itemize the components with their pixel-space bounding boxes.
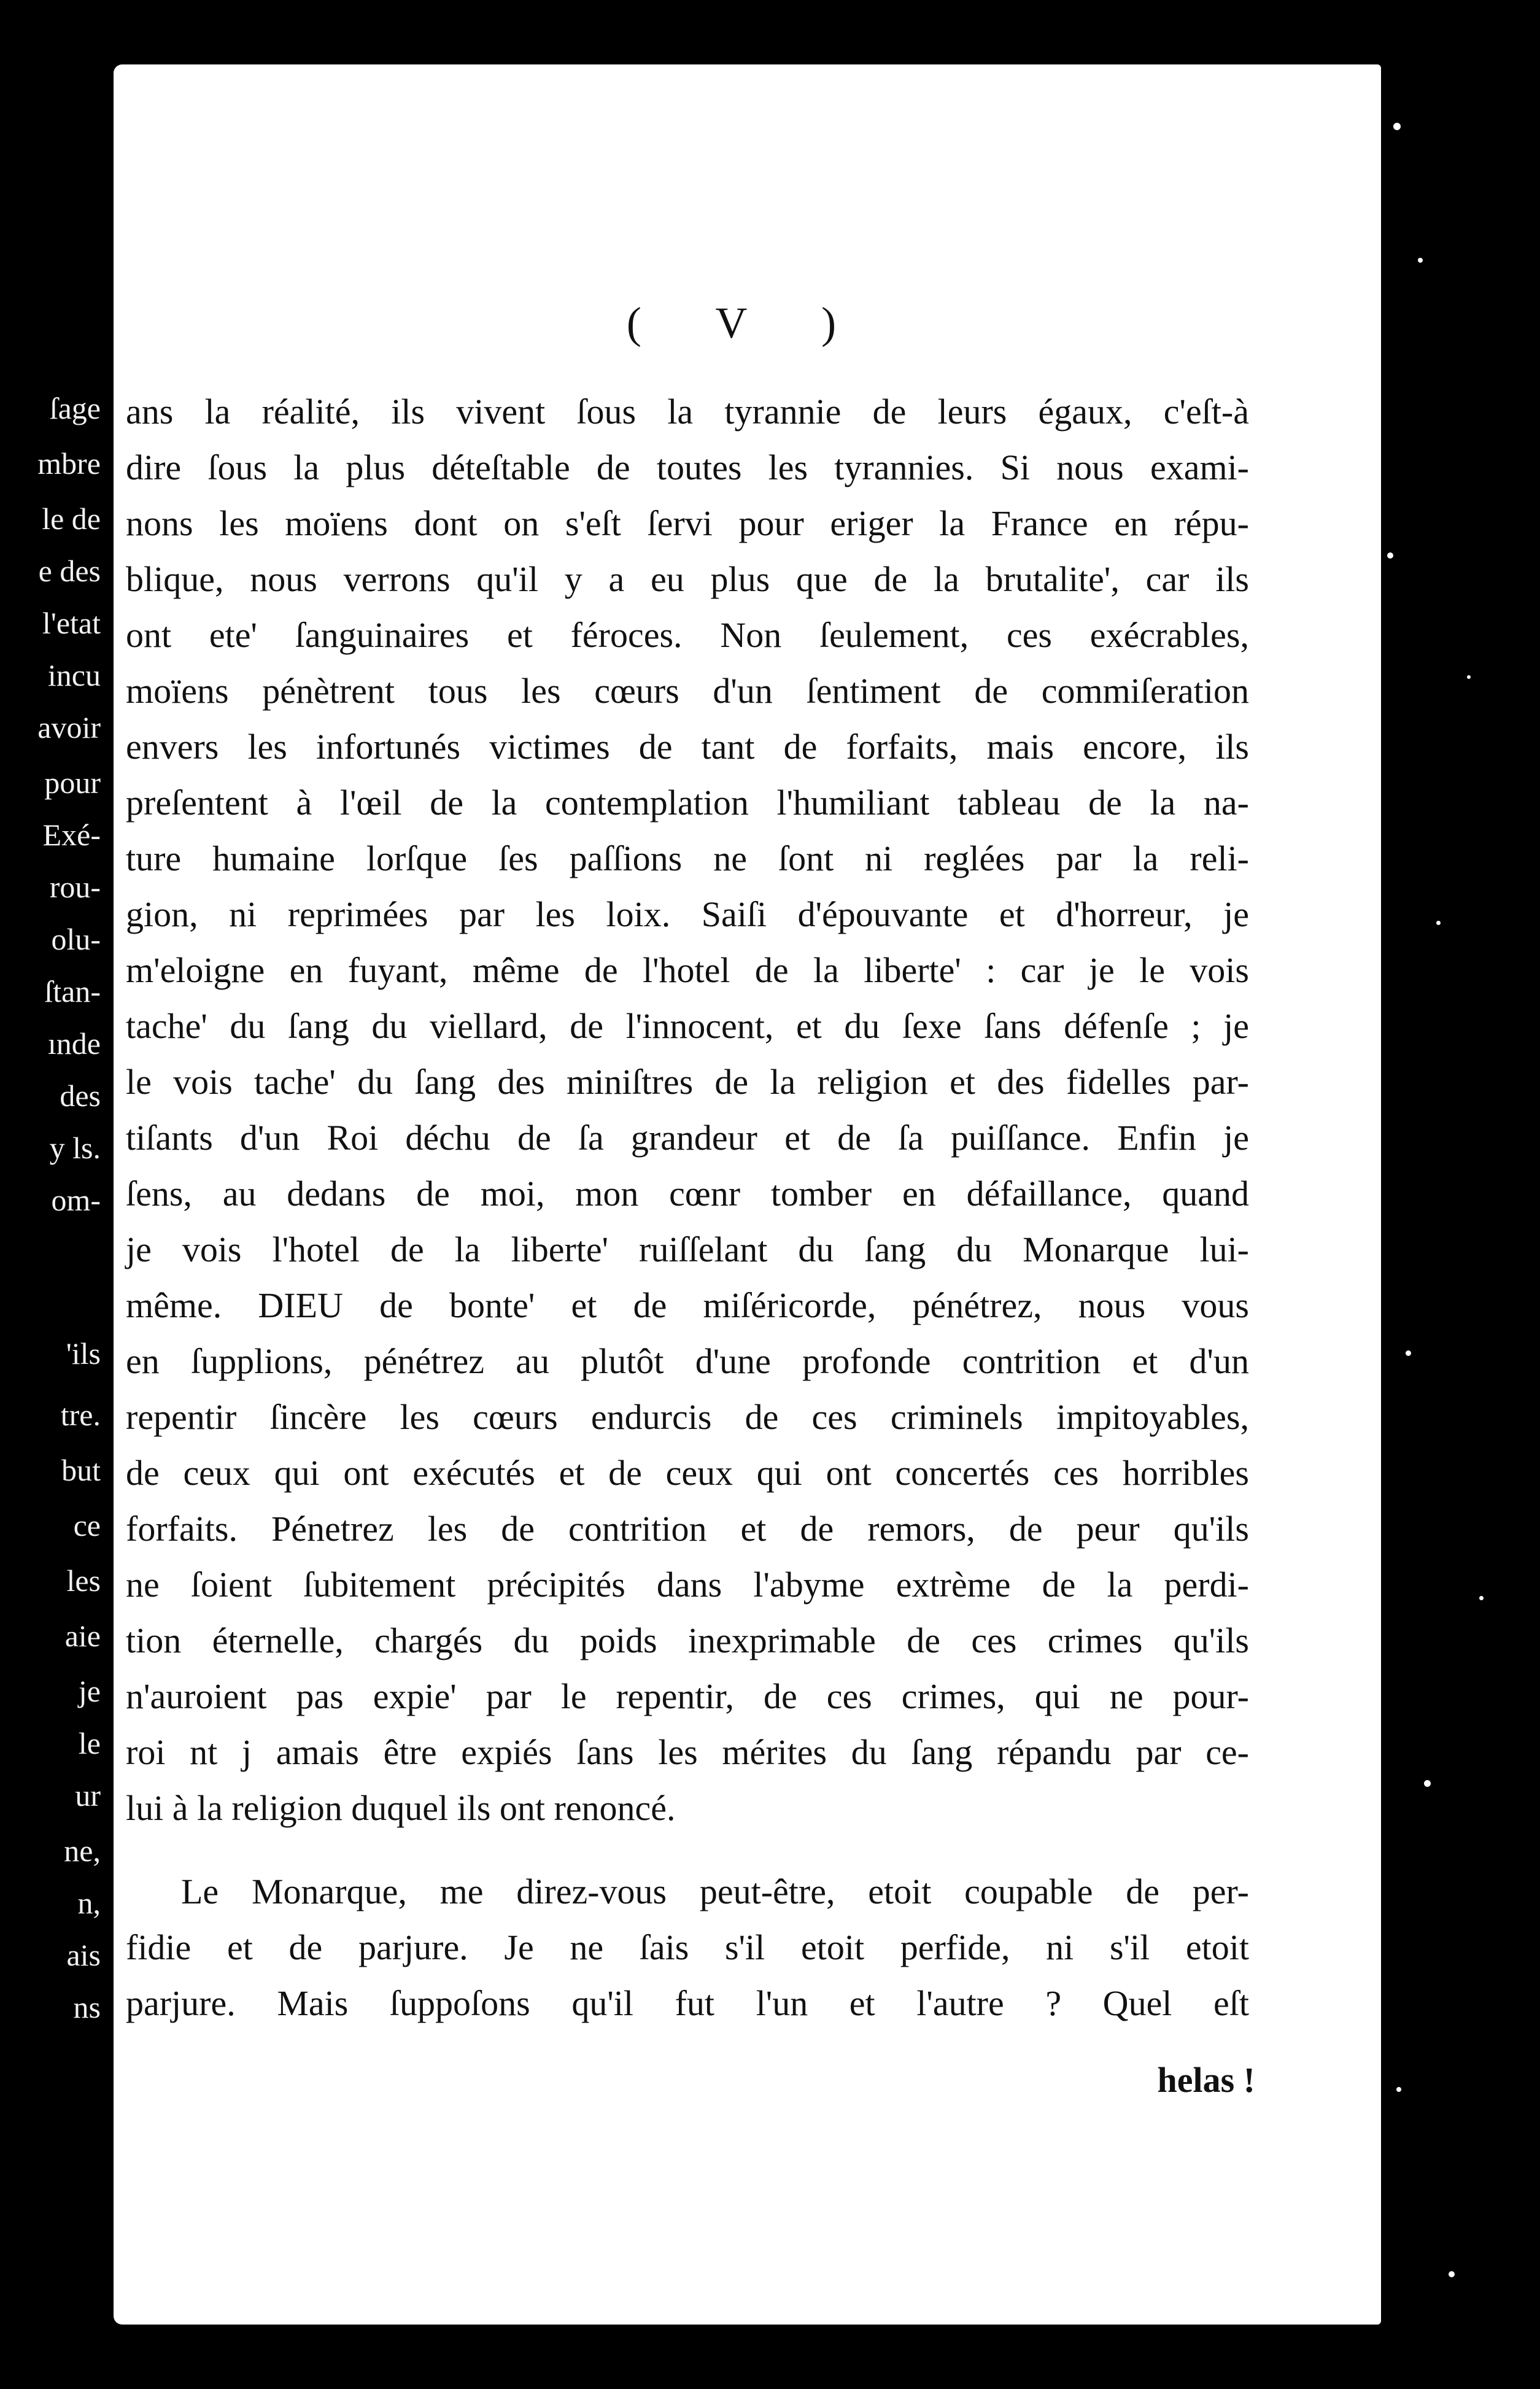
text-line: envers les infortunés victimes de tant de forfaits, mais encore, ils xyxy=(126,727,1249,767)
margin-fragment: ns xyxy=(73,1990,101,2024)
scan-speck xyxy=(1467,675,1471,679)
text-line: Le Monarque, me direz-vous peut-être, etoit coupable de per- xyxy=(181,1872,1249,1911)
text-line: je vois l'hotel de la liberte' ruiſſelant du ſang du Monarque lui- xyxy=(126,1229,1249,1269)
margin-fragment: ſtan- xyxy=(44,974,101,1009)
scan-speck xyxy=(1424,1780,1431,1787)
margin-fragment: tre. xyxy=(60,1398,101,1432)
text-line: tache' du ſang du viellard, de l'innocent, et du ſexe ſans défenſe ; je xyxy=(126,1006,1249,1046)
margin-fragment: je xyxy=(78,1674,101,1708)
margin-fragment: olu- xyxy=(51,922,101,956)
text-line: fidie et de parjure. Je ne ſais s'il etoit perfide, ni s'il etoit xyxy=(126,1927,1249,1967)
text-line: ans la réalité, ils vivent ſous la tyrannie de leurs égaux, c'eſt-à xyxy=(126,392,1249,432)
margin-fragment: aie xyxy=(64,1619,101,1653)
catchword: helas ! xyxy=(1157,2060,1255,2100)
scan-speck xyxy=(1393,123,1401,130)
text-line: n'auroient pas expie' par le repentir, de ces crimes, qui ne pour- xyxy=(126,1676,1249,1716)
margin-fragment: des xyxy=(60,1078,101,1113)
margin-fragment: e des xyxy=(38,554,101,588)
margin-fragment: le xyxy=(78,1726,101,1760)
text-line: m'eloigne en fuyant, même de l'hotel de la liberte' : car je le vois xyxy=(126,950,1249,990)
margin-fragment: le de xyxy=(42,501,101,536)
paragraph-gap xyxy=(126,1836,1249,1864)
text-line: nons les moïens dont on s'eſt ſervi pour eriger la France en répu- xyxy=(126,503,1249,543)
margin-fragment: om- xyxy=(51,1183,101,1217)
text-line: tion éternelle, chargés du poids inexprimable de ces crimes qu'ils xyxy=(126,1620,1249,1660)
margin-fragment: pour xyxy=(44,765,101,800)
text-line: preſentent à l'œil de la contemplation l'humiliant tableau de la na- xyxy=(126,783,1249,823)
scan-speck xyxy=(1418,258,1423,263)
text-line: ſens, au dedans de moi, mon cœnr tomber en défaillance, quand xyxy=(126,1174,1249,1214)
margin-fragment: ſage xyxy=(49,391,101,425)
margin-fragment: ne, xyxy=(64,1833,101,1868)
scan-speck xyxy=(1406,1350,1411,1356)
text-line: ture humaine lorſque ſes paſſions ne ſont ni reglées par la reli- xyxy=(126,838,1249,878)
text-line: moïens pénètrent tous les cœurs d'un ſentiment de commiſeration xyxy=(126,671,1249,711)
margin-fragment: rou- xyxy=(49,870,101,904)
previous-page-edge xyxy=(0,0,110,2389)
text-line: forfaits. Pénetrez les de contrition et de remors, de peur qu'ils xyxy=(126,1509,1249,1549)
margin-fragment: mbre xyxy=(37,446,101,481)
text-line: ont ete' ſanguinaires et féroces. Non ſeulement, ces exécrables, xyxy=(126,615,1249,655)
text-line: tiſants d'un Roi déchu de ſa grandeur et de ſa puiſſance. Enfin je xyxy=(126,1118,1249,1158)
margin-fragment: ce xyxy=(73,1508,101,1543)
margin-fragment: but xyxy=(61,1453,101,1487)
text-line: parjure. Mais ſuppoſons qu'il fut l'un et l'autre ? Quel eſt xyxy=(126,1983,1249,2023)
page-number: ( V ) xyxy=(626,298,869,347)
scan-speck xyxy=(1449,2271,1455,2277)
margin-fragment: incu xyxy=(47,658,101,692)
margin-fragment: l'etat xyxy=(42,606,101,640)
scan-speck xyxy=(1387,552,1393,559)
margin-fragment: avoir xyxy=(37,710,101,745)
text-line: blique, nous verrons qu'il y a eu plus que de la brutalite', car ils xyxy=(126,559,1249,599)
margin-fragment: ais xyxy=(66,1938,101,1972)
margin-fragment: Exé- xyxy=(42,818,101,852)
margin-fragment: ur xyxy=(75,1778,101,1813)
margin-fragment: y ls. xyxy=(49,1131,101,1165)
book-page xyxy=(114,64,1381,2325)
text-line: dire ſous la plus déteſtable de toutes les tyrannies. Si nous exami- xyxy=(126,447,1249,487)
text-line: roi nt j amais être expiés ſans les mérites du ſang répandu par ce- xyxy=(126,1732,1249,1772)
scan-speck xyxy=(1479,1596,1484,1600)
text-line: lui à la religion duquel ils ont renoncé. xyxy=(126,1788,676,1828)
scan-speck xyxy=(1396,2087,1401,2092)
margin-fragment: 'ils xyxy=(66,1336,101,1371)
text-line: gion, ni reprimées par les loix. Saiſi d'épouvante et d'horreur, je xyxy=(126,894,1249,934)
page-body-text xyxy=(126,384,1249,2031)
text-line: en ſupplions, pénétrez au plutôt d'une profonde contrition et d'un xyxy=(126,1341,1249,1381)
margin-fragment: n, xyxy=(77,1886,101,1920)
text-line: de ceux qui ont exécutés et de ceux qui ont concertés ces horribles xyxy=(126,1453,1249,1493)
text-line: repentir ſincère les cœurs endurcis de ces criminels impitoyables, xyxy=(126,1397,1249,1437)
text-line: même. DIEU de bonte' et de miſéricorde, pénétrez, nous vous xyxy=(126,1285,1249,1325)
margin-fragment: les xyxy=(66,1563,101,1598)
text-line: ne ſoient ſubitement précipités dans l'abyme extrème de la perdi- xyxy=(126,1565,1249,1605)
right-scan-edge xyxy=(1381,0,1540,2389)
text-line: le vois tache' du ſang des miniſtres de la religion et des fidelles par- xyxy=(126,1062,1249,1102)
margin-fragment: ınde xyxy=(47,1026,101,1061)
scan-speck xyxy=(1436,921,1441,925)
